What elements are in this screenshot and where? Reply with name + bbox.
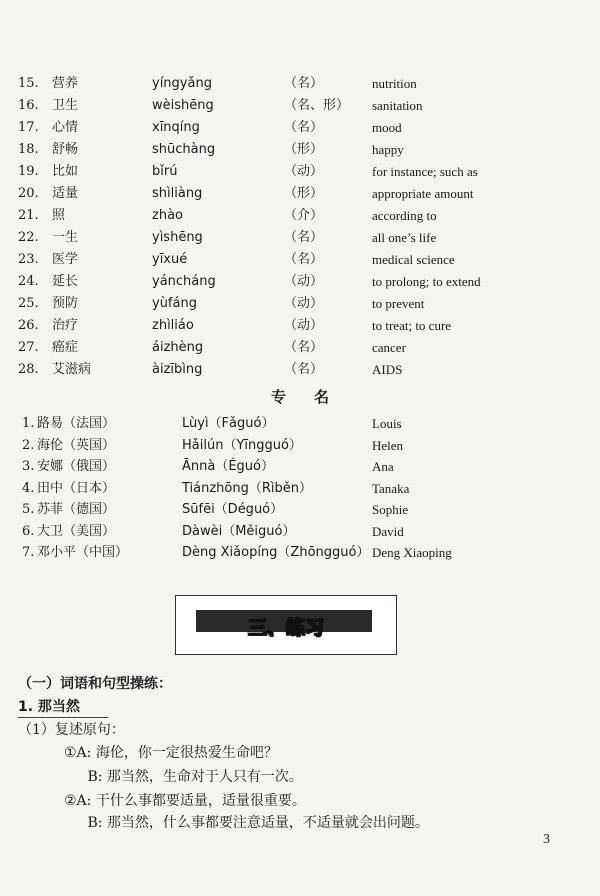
vocab-english: to prolong; to extend <box>372 274 481 289</box>
speaker-label: B: <box>87 769 103 785</box>
vocab-english: happy <box>372 142 404 157</box>
name-number: 3. <box>22 459 35 474</box>
name-pinyin: Hǎilún（Yīngguó） <box>182 437 302 453</box>
vocab-row <box>0 183 600 205</box>
vocab-english: sanitation <box>372 98 423 113</box>
vocab-pinyin: yáncháng <box>152 274 216 289</box>
vocab-word: 营养 <box>52 76 79 91</box>
name-chinese: 路易（法国） <box>37 416 116 431</box>
vocab-word: 延长 <box>52 274 79 289</box>
name-pinyin: Tiánzhōng（Rìběn） <box>182 480 313 496</box>
name-english: David <box>372 523 404 539</box>
vocab-part-of-speech: （名） <box>284 230 324 245</box>
name-pinyin: Dàwèi（Měiguó） <box>182 523 296 539</box>
name-english: Tanaka <box>372 480 410 496</box>
name-row <box>0 478 600 500</box>
vocab-row <box>0 359 600 381</box>
vocab-row <box>0 95 600 117</box>
name-number: 5. <box>22 502 35 517</box>
vocab-english: appropriate amount <box>372 186 474 201</box>
name-row <box>0 413 600 435</box>
vocab-number: 17. <box>18 120 39 135</box>
vocab-word: 治疗 <box>52 318 79 333</box>
name-chinese: 田中（日本） <box>37 480 116 496</box>
vocab-number: 26. <box>18 318 39 333</box>
vocab-pinyin: shūchàng <box>152 142 216 157</box>
vocab-number: 16. <box>18 98 39 113</box>
page-number: 3 <box>543 832 550 847</box>
vocab-row <box>0 205 600 227</box>
name-number: 4. <box>22 480 35 496</box>
vocab-row <box>0 271 600 293</box>
vocab-part-of-speech: （形） <box>284 186 324 201</box>
vocab-pinyin: shìliàng <box>152 186 203 201</box>
vocab-number: 18. <box>18 142 39 157</box>
name-english: Deng Xiaoping <box>372 545 452 560</box>
vocab-row <box>0 161 600 183</box>
vocab-row <box>0 249 600 271</box>
exercise-sub-heading: （1）复述原句： <box>18 722 125 738</box>
name-pinyin: Dèng Xiǎopíng（Zhōngguó） <box>182 545 370 560</box>
vocab-number: 28. <box>18 362 39 377</box>
vocab-english: nutrition <box>372 76 417 91</box>
vocab-part-of-speech: （名） <box>284 120 324 135</box>
vocab-part-of-speech: （动） <box>284 296 324 311</box>
dialogue-text: 那当然，什么事都要注意适量，不适量就会出问题。 <box>106 815 429 831</box>
name-english: Ana <box>372 459 394 474</box>
vocab-english: cancer <box>372 340 406 355</box>
dialogue-text: 干什么事都要适量，适量很重要。 <box>95 793 306 809</box>
exercise-item-heading: 1. 那当然 <box>18 699 80 715</box>
vocab-number: 20. <box>18 186 39 201</box>
proper-names-title: 专名 <box>270 388 357 406</box>
vocab-english: all one’s life <box>372 230 437 245</box>
vocab-pinyin: xīnqíng <box>152 120 200 135</box>
vocab-number: 19. <box>18 164 39 179</box>
name-row <box>0 456 600 478</box>
name-number: 7. <box>22 545 35 560</box>
dialogue-text: 海伦，你一定很热爱生命吧？ <box>95 745 278 761</box>
item-heading-rule <box>18 717 108 718</box>
vocab-word: 舒畅 <box>52 142 79 157</box>
vocab-pinyin: yīxué <box>152 252 188 267</box>
vocab-english: medical science <box>372 252 455 267</box>
dialogue-line <box>64 742 278 762</box>
name-row <box>0 499 600 521</box>
vocab-pinyin: yùfáng <box>152 296 197 311</box>
vocab-pinyin: áizhèng <box>152 340 204 355</box>
vocab-number: 23. <box>18 252 39 267</box>
vocab-part-of-speech: （名） <box>284 362 324 377</box>
vocab-english: to prevent <box>372 296 425 311</box>
vocab-pinyin: wèishēng <box>152 98 214 113</box>
speaker-label: ①A: <box>64 745 92 761</box>
vocab-number: 22. <box>18 230 39 245</box>
vocab-word: 照 <box>52 208 66 223</box>
vocab-row <box>0 315 600 337</box>
vocab-number: 27. <box>18 340 39 355</box>
speaker-label: ②A: <box>64 793 92 809</box>
vocab-english: for instance; such as <box>372 164 478 179</box>
dialogue-text: 那当然，生命对于人只有一次。 <box>106 769 303 785</box>
name-chinese: 邓小平（中国） <box>37 545 129 560</box>
vocab-pinyin: yíngyǎng <box>152 76 212 91</box>
dialogue-line <box>64 766 303 786</box>
vocab-part-of-speech: （名） <box>284 252 324 267</box>
name-chinese: 大卫（美国） <box>37 523 116 539</box>
section-title: 三、练习 <box>247 617 324 639</box>
vocab-number: 24. <box>18 274 39 289</box>
vocab-word: 预防 <box>52 296 79 311</box>
vocab-english: mood <box>372 120 402 135</box>
vocab-english: to treat; to cure <box>372 318 452 333</box>
vocab-english: according to <box>372 208 437 223</box>
vocab-part-of-speech: （名、形） <box>284 98 350 113</box>
speaker-label: B: <box>87 815 103 831</box>
vocab-number: 21. <box>18 208 39 223</box>
vocab-pinyin: yìshēng <box>152 230 203 245</box>
name-row <box>0 521 600 543</box>
vocab-part-of-speech: （形） <box>284 142 324 157</box>
name-english: Sophie <box>372 502 409 517</box>
vocab-english: AIDS <box>372 362 403 377</box>
name-number: 2. <box>22 437 35 453</box>
name-chinese: 海伦（英国） <box>37 437 116 453</box>
name-row <box>0 435 600 457</box>
vocab-part-of-speech: （动） <box>284 164 324 179</box>
name-chinese: 苏菲（德国） <box>37 502 116 517</box>
vocab-word: 艾滋病 <box>52 362 92 377</box>
name-pinyin: Lùyì（Fǎguó） <box>182 416 275 431</box>
dialogue-line <box>64 790 306 810</box>
vocab-pinyin: àizībìng <box>152 362 203 377</box>
vocab-row <box>0 139 600 161</box>
vocab-word: 癌症 <box>52 340 79 355</box>
dialogue-line <box>64 812 429 832</box>
vocab-word: 卫生 <box>52 98 79 113</box>
vocab-row <box>0 293 600 315</box>
vocab-part-of-speech: （名） <box>284 340 324 355</box>
vocab-row <box>0 227 600 249</box>
vocab-part-of-speech: （动） <box>284 318 324 333</box>
vocab-row <box>0 337 600 359</box>
section-banner <box>175 595 397 655</box>
vocab-part-of-speech: （动） <box>284 274 324 289</box>
vocab-word: 比如 <box>52 164 79 179</box>
vocab-number: 25. <box>18 296 39 311</box>
name-pinyin: Sūfēi（Déguó） <box>182 502 284 517</box>
vocab-pinyin: bǐrú <box>152 164 178 179</box>
vocab-pinyin: zhìliáo <box>152 318 194 333</box>
vocab-word: 一生 <box>52 230 79 245</box>
name-pinyin: Ānnà（Éguó） <box>182 459 274 474</box>
vocab-part-of-speech: （介） <box>284 208 324 223</box>
name-english: Helen <box>372 437 404 453</box>
name-number: 1. <box>22 416 35 431</box>
name-row <box>0 542 600 564</box>
name-english: Louis <box>372 416 402 431</box>
vocab-number: 15. <box>18 76 39 91</box>
vocab-part-of-speech: （名） <box>284 76 324 91</box>
vocab-row <box>0 117 600 139</box>
vocab-word: 适量 <box>52 186 79 201</box>
vocab-word: 医学 <box>52 252 79 267</box>
vocab-pinyin: zhào <box>152 208 183 223</box>
vocab-row <box>0 73 600 95</box>
vocab-word: 心情 <box>52 120 79 135</box>
name-chinese: 安娜（俄国） <box>37 459 116 474</box>
exercise-heading: （一）词语和句型操练： <box>18 676 172 692</box>
name-number: 6. <box>22 523 35 539</box>
